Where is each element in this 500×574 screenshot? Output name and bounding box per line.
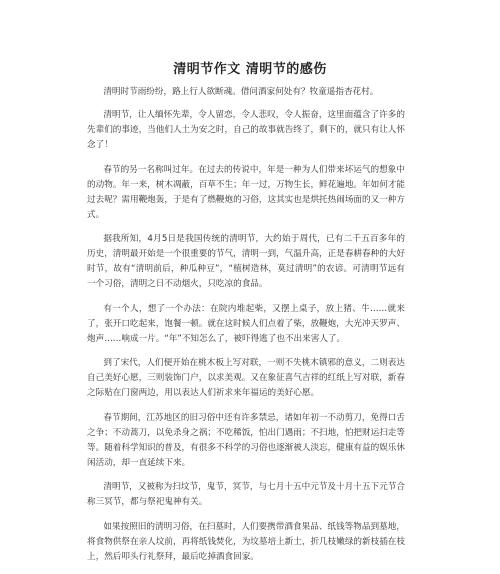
paragraph-history: 据我所知，4月5日是我国传统的清明节，大约始于周代，已有二千五百多年的历史，清明最开始是一个很重要的节气，清明一到，气温升高，正是春耕春种的大好时节，故有“清明前后，种瓜种豆”，“植树造林，莫过清明”的农谚。可清明节远有一个习俗，清明之日不动烟火，只吃凉的食品。 xyxy=(87,234,405,289)
paragraph-legend: 有一个人，想了一个办法：在院内堆起柴，又摆上桌子，放上猪、牛……就来了，张开口吃起来，饱餐一顿。就在这时候人们点着了柴，放鞭炮，大光冲天罗声、炮声……响成一片。“年”不知怎么了，被吓得逃了也不出来害人了。 xyxy=(87,303,405,344)
paragraph-taboos: 春节期间，江苏地区的旧习俗中还有许多禁忌，诸如年初一不动剪刀，免得口舌之争；不动蒿刀，以免杀身之祸；不吃稀饭，怕出门遇雨；不扫地，怕把财运扫走等等。随着科学知识的普及，有很多不科学的习俗也逐渐被人淡忘，健康有益的娱乐休闲活动，却一直延续下来。 xyxy=(87,412,405,468)
page-bottom-fade xyxy=(0,508,500,517)
paragraph-poem: 清明时节雨纷纷，路上行人欲断魂。借问酒家何处有？牧童遥指杏花村。 xyxy=(103,87,379,97)
paragraph-customs: 如果按照旧的清明习俗，在扫墓时，人们要携带酒食果品、纸钱等物品到墓地，将食物供祭在亲人坟前，再将纸钱焚化，为坟墓培上新土，折几枝嫩绿的新枝插在枝上，然后叩头行礼祭拜，最后吃掉酒食回家。 xyxy=(87,521,405,562)
paragraph-spring-festival: 春节的另一名称叫过年。在过去的传说中，年是一种为人们带来坏运气的想象中的动物。年一来，树木凋蔽，百草不生；年一过，万物生长，鲜花遍地。年如何才能过去呢？需用鞭炮轰，于是有了燃鞭炮的习俗，这其实也是烘托热闹场面的又一种方式。 xyxy=(87,164,405,220)
article-body xyxy=(87,85,405,574)
article-title: 清明节作文 清明节的感伤 xyxy=(173,62,327,77)
paragraph-intro: 清明节，让人缅怀先辈，令人留恋，令人悲叹，令人振奋，这里面蕴含了许多的先辈们的事迹，当他们人土为安之时，自己的故事就告终了，剩下的，就只有让人怀念了！ xyxy=(87,110,405,150)
paragraph-song-dynasty: 到了宋代，人们便开始在桃木板上写对联，一则不失桃木镇邪的意义，二则表达自己美好心愿，三则装饰门户，以求美观。又在象征喜气吉祥的红纸上写对联，新春之际贴在门窗两边，用以表达人们祈求来年福运的美好心愿。 xyxy=(87,358,405,398)
paragraph-names: 清明节，又被称为扫坟节，鬼节，冥节，与七月十五中元节及十月十五下元节合称三冥节，都与祭祀鬼神有关。 xyxy=(87,482,405,507)
